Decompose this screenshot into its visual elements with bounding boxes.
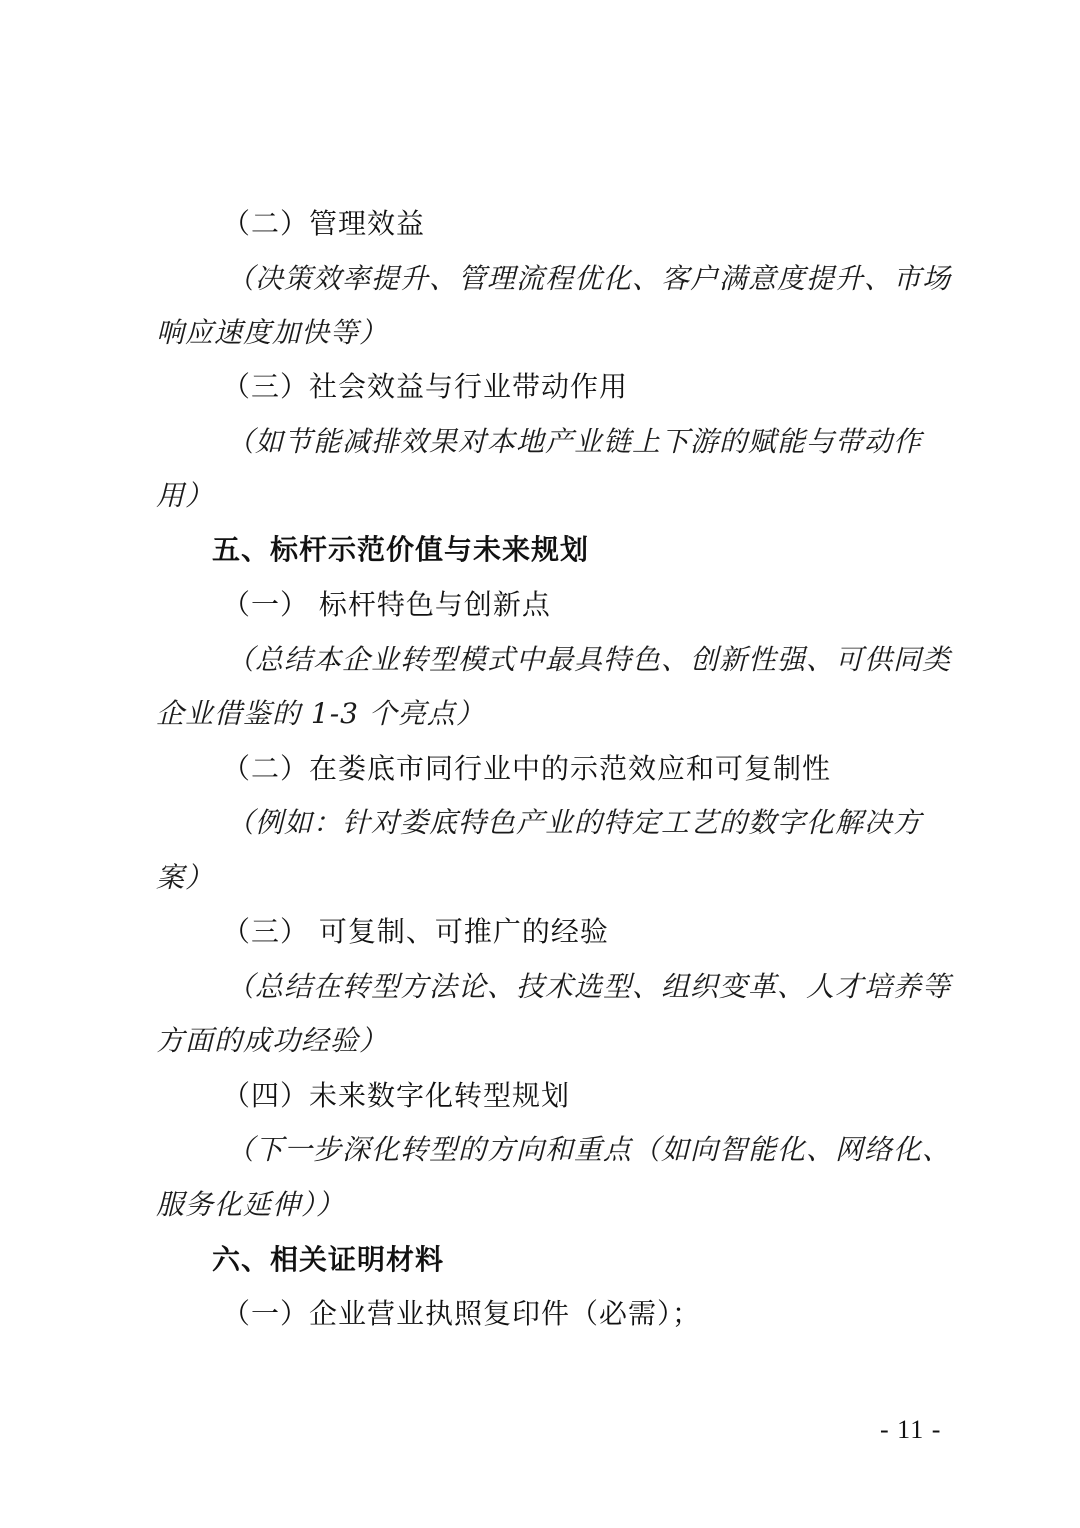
subsection-title-management-benefits: （二）管理效益 <box>222 207 426 240</box>
guidance-note-line: 用） <box>156 479 215 512</box>
guidance-note-line: （如节能减排效果对本地产业链上下游的赋能与带动作 <box>226 425 923 458</box>
subsection-title-social-benefits: （三）社会效益与行业带动作用 <box>222 370 629 403</box>
section-heading-benchmark-value: 五、标杆示范价值与未来规划 <box>212 533 590 566</box>
section-heading-supporting-materials: 六、相关证明材料 <box>212 1243 445 1276</box>
guidance-note-line: （下一步深化转型的方向和重点（如向智能化、网络化、 <box>226 1133 952 1166</box>
guidance-note-line: 案） <box>156 861 215 894</box>
guidance-note-line: （决策效率提升、管理流程优化、客户满意度提升、市场 <box>226 262 952 295</box>
page-number: - 11 - <box>880 1415 942 1444</box>
subsection-title-replicable-experience: （三） 可复制、可推广的经验 <box>222 915 609 948</box>
guidance-note-line: 响应速度加快等） <box>156 316 389 349</box>
guidance-note-line: （总结本企业转型模式中最具特色、创新性强、可供同类 <box>226 643 952 676</box>
subsection-title-demonstration-effect: （二）在娄底市同行业中的示范效应和可复制性 <box>222 752 832 785</box>
guidance-note-line: 服务化延伸）） <box>156 1188 346 1221</box>
guidance-note-line: 方面的成功经验） <box>156 1024 389 1057</box>
subsection-title-features-innovation: （一） 标杆特色与创新点 <box>222 588 551 621</box>
guidance-note-line: （总结在转型方法论、技术选型、组织变革、人才培养等 <box>226 970 952 1003</box>
subsection-title-business-license: （一）企业营业执照复印件（必需）； <box>222 1297 702 1330</box>
guidance-note-line: 企业借鉴的 1-3 个亮点） <box>156 697 485 730</box>
subsection-title-future-planning: （四）未来数字化转型规划 <box>222 1079 571 1112</box>
guidance-note-line: （例如：针对娄底特色产业的特定工艺的数字化解决方 <box>226 806 923 839</box>
